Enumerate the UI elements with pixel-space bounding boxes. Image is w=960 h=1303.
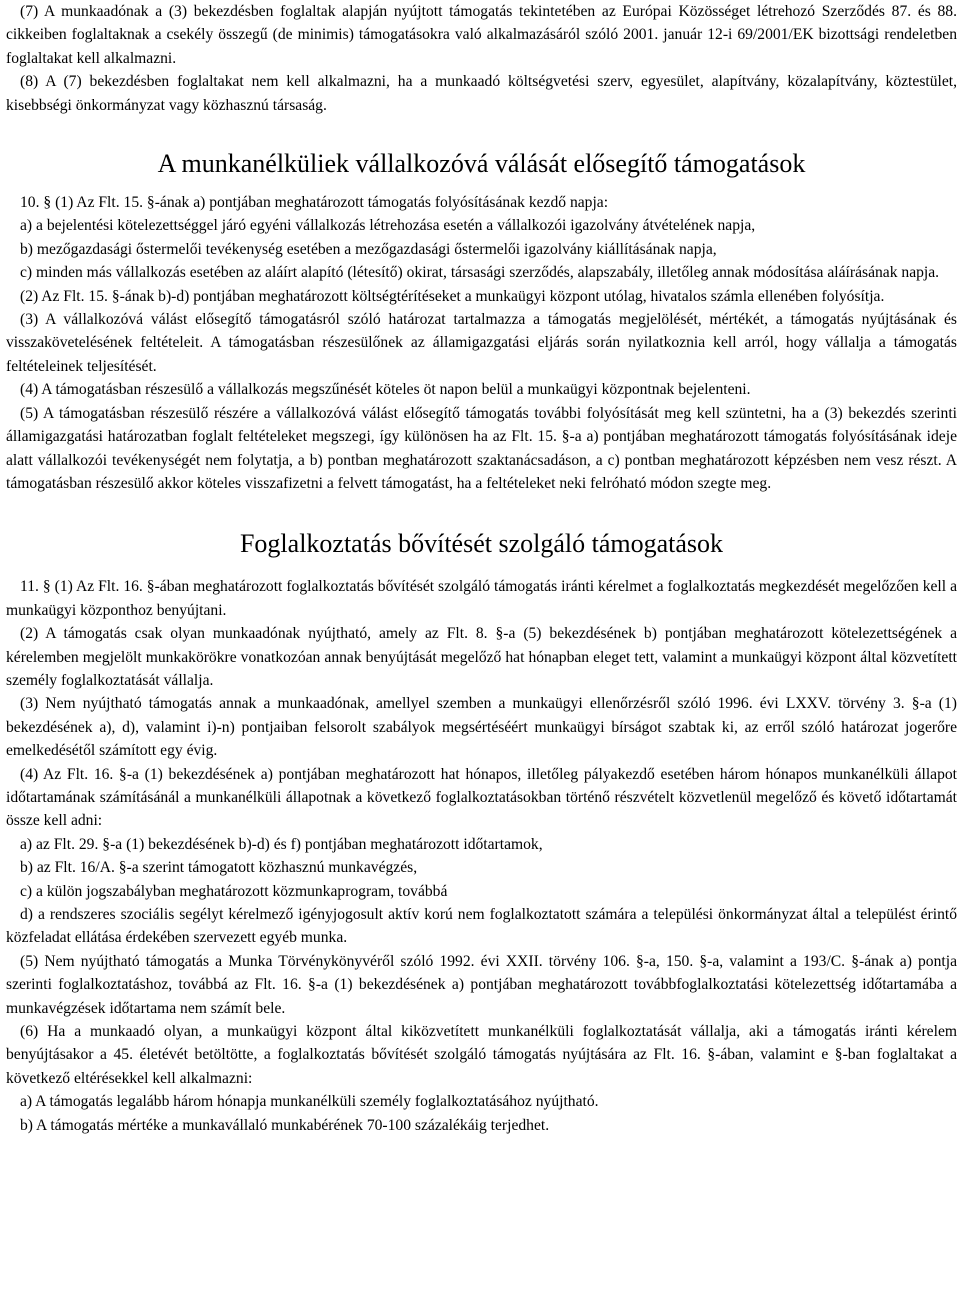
section-heading-foglalkoztatas-bovites: Foglalkoztatás bővítését szolgáló támogatások: [239, 529, 724, 559]
paragraph-7: (7) A munkaadónak a (3) bekezdésben foglaltak alapján nyújtott támogatás tekintetében az Európai Közösséget létrehozó Szerződés 87. és 88. cikkeiben foglaltaknak a csekély összegű (de minimis) támogatásokra való alkalmazásáról szóló 2001. január 12-i 69/2001/EK bizottsági rendeletben foglaltakat kell alkalmazni.: [6, 3, 957, 67]
paragraph-10-1-b: b) mezőgazdasági őstermelői tevékenység esetében a mezőgazdasági őstermelői igazolvány kiállításának napja,: [20, 240, 717, 258]
paragraph-10-3: (3) A vállalkozóvá válást elősegítő támogatásról szóló határozat tartalmazza a támogatás megjelölését, mértékét, a támogatás nyújtásának és visszakövetelésének feltételeit. A támogatásban részesülőnek az államigazgatási eljárás során nyilatkoznia kell arról, hogy vállalja a támogatás feltételeinek teljesítését.: [6, 311, 957, 375]
paragraph-10-1-c: c) minden más vállalkozás esetében az aláírt alapító (létesítő) okirat, társasági szerződés, alapszabály, illetőleg annak módosítása aláírásának napja.: [20, 264, 940, 282]
paragraph-10-2: (2) Az Flt. 15. §-ának b)-d) pontjában meghatározott költségtérítéseket a munkaügyi központ utólag, hivatalos számla ellenében folyósítja.: [20, 287, 885, 305]
paragraph-10-4: (4) A támogatásban részesülő a vállalkozás megszűnését köteles öt napon belül a munkaügyi központnak bejelenteni.: [20, 381, 751, 399]
paragraph-11-6-a: a) A támogatás legalább három hónapja munkanélküli személy foglalkoztatásához nyújtható.: [20, 1093, 599, 1111]
paragraph-11-3: (3) Nem nyújtható támogatás annak a munkaadónak, amellyel szemben a munkaügyi ellenőrzésről szóló 1996. évi LXXV. törvény 3. §-a (1) bekezdésének a), d), valamint i)-n) pontjaiban felsorolt szabályok megsértéséért munkaügyi bírságot szabtak ki, az erről szóló határozat jogerőre emelkedésétől számított egy évig.: [6, 695, 957, 760]
paragraph-11-5: (5) Nem nyújtható támogatás a Munka Törvénykönyvéről szóló 1992. évi XXII. törvény 106. §-a, 150. §-a, valamint a 193/C. §-ának a) pontja szerinti foglalkoztatáshoz, továbbá az Flt. 16. §-a (1) bekezdésének a) pontjában meghatározott továbbfoglalkoztatási kötelezettség időtartamába a munkavégzések időtartama nem számít bele.: [6, 952, 957, 1017]
paragraph-11-4: (4) Az Flt. 16. §-a (1) bekezdésének a) pontjában meghatározott hat hónapos, illetőleg pályakezdő esetében három hónapos munkanélküli állapot időtartamának számításánál a munkanélküli állapotnak a következő foglalkoztatásokban történő részvételt közvetlenül megelőző és követő időtartamát össze kell adni:: [6, 765, 957, 830]
paragraph-11-4-a: a) az Flt. 29. §-a (1) bekezdésének b)-d) és f) pontjában meghatározott időtartamok,: [20, 835, 543, 853]
paragraph-8: (8) A (7) bekezdésben foglaltakat nem kell alkalmazni, ha a munkaadó költségvetési szerv, egyesület, alapítvány, közalapítvány, köztestület, kisebbségi önkormányzat vagy közhasznú társaság.: [6, 73, 957, 114]
paragraph-11-6-b: b) A támogatás mértéke a munkavállaló munkabérének 70-100 százalékáig terjedhet.: [20, 1116, 550, 1134]
paragraph-11-4-b: b) az Flt. 16/A. §-a szerint támogatott közhasznú munkavégzés,: [20, 859, 418, 877]
paragraph-10-5: (5) A támogatásban részesülő részére a vállalkozóvá válást elősegítő támogatás további folyósítását meg kell szüntetni, ha a (3) bekezdés szerinti államigazgatási határozatban foglalt feltételeket megszegi, így különösen ha az Flt. 15. §-a a) pontjában meghatározott támogatás folyósításának ideje alatt vállalkozói tevékenységét nem folytatja, a b) pontban meghatározott szaktanácsadáson, a c) pontban meghatározott képzésben nem vesz részt. A támogatásban részesülő akkor köteles visszafizetni a felvett támogatást, ha a feltételeket neki felróható módon szegte meg.: [6, 404, 957, 492]
paragraph-11-2: (2) A támogatás csak olyan munkaadónak nyújtható, amely az Flt. 8. §-a (5) bekezdésének b) pontjában meghatározott kötelezettségének a kérelemben megjelölt munkakörökre vonatkozóan annak benyújtását megelőző hat hónapban eleget tett, valamint a munkaügyi központ által közvetített személy foglalkoztatását vállalja.: [6, 625, 957, 689]
paragraph-11-6: (6) Ha a munkaadó olyan, a munkaügyi központ által kiközvetített munkanélküli foglalkoztatását vállalja, aki a támogatás iránti kérelem benyújtásakor a 45. életévét betöltötte, a foglalkoztatás bővítését szolgáló támogatás nyújtására az Flt. 16. §-ában, valamint e §-ban foglaltakat a következő eltérésekkel kell alkalmazni:: [6, 1023, 957, 1087]
paragraph-11-4-d: d) a rendszeres szociális segélyt kérelmező igényjogosult aktív korú nem foglalkoztatott számára a települési önkormányzat által a települést érintő közfeladat ellátása érdekében szervezett egyéb munka.: [6, 906, 957, 947]
section-heading-vallalkozova-valas: A munkanélküliek vállalkozóvá válását elősegítő támogatások: [157, 149, 806, 179]
paragraph-10-1-a: a) a bejelentési kötelezettséggel járó egyéni vállalkozás létrehozása esetén a vállalkozói igazolvány átvételének napja,: [20, 217, 756, 235]
paragraph-11-4-c: c) a külön jogszabályban meghatározott közmunkaprogram, továbbá: [20, 882, 448, 900]
document-page: [6, 0, 957, 1137]
paragraph-11-1: 11. § (1) Az Flt. 16. §-ában meghatározott foglalkoztatás bővítését szolgáló támogatás iránti kérelmet a foglalkoztatás megkezdését megelőzően kell a munkaügyi központhoz benyújtani.: [6, 578, 957, 619]
paragraph-10-1: 10. § (1) Az Flt. 15. §-ának a) pontjában meghatározott támogatás folyósításának kezdő napja:: [20, 194, 609, 212]
